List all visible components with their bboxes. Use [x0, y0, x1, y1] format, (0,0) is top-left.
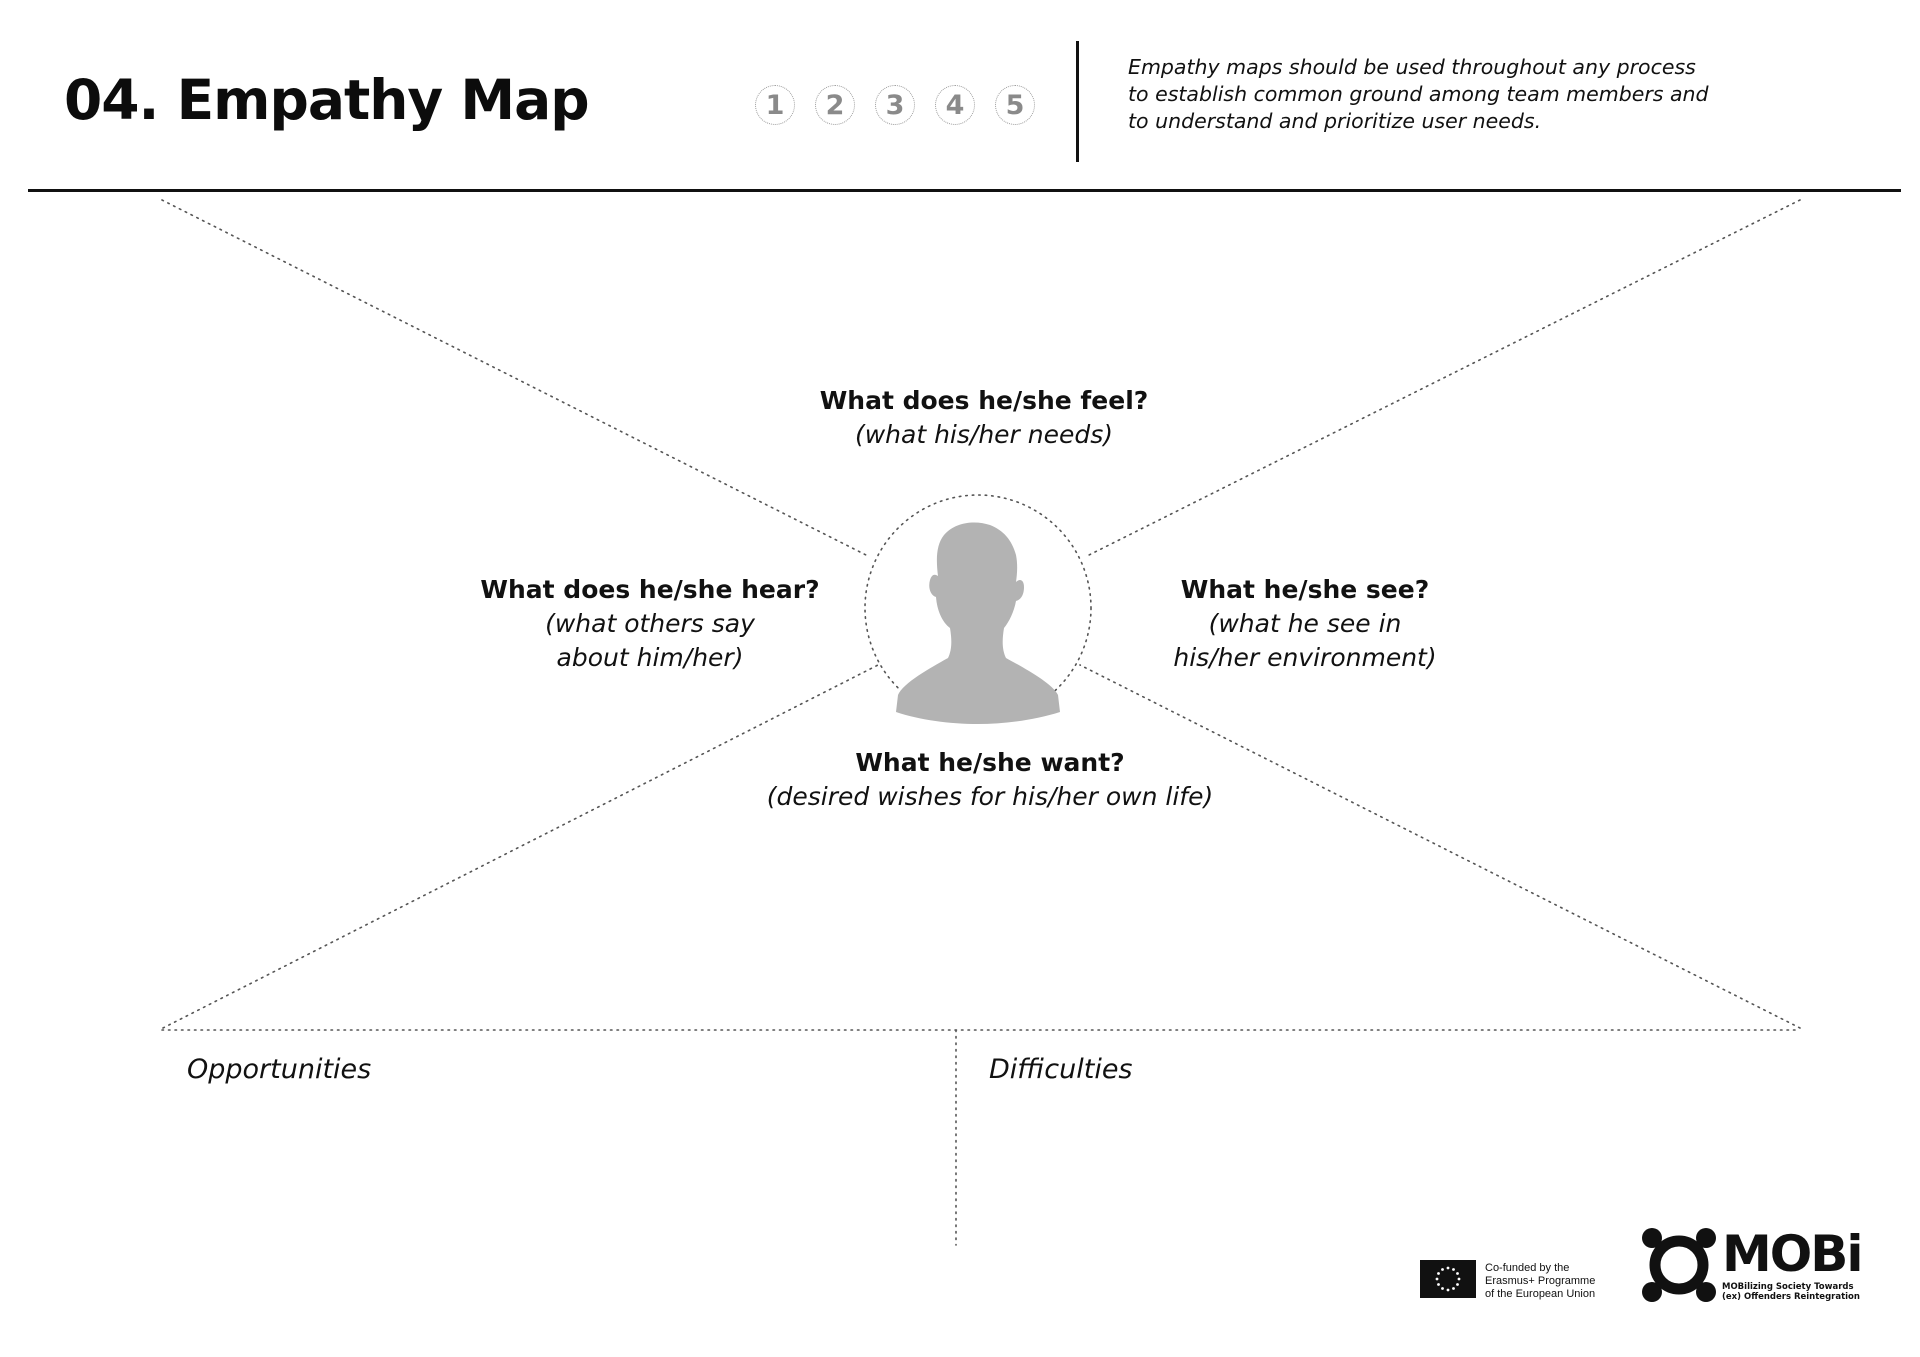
- intro-line: to understand and prioritize user needs.: [1128, 109, 1542, 133]
- see-subtitle-line: his/her environment): [1173, 643, 1437, 672]
- see-subtitle-line: (what he see in: [1208, 609, 1402, 638]
- see-title: What he/she see?: [1180, 575, 1430, 604]
- mobi-tagline: [1722, 1282, 1860, 1302]
- feel-title: What does he/she feel?: [819, 386, 1149, 415]
- hear-question: [450, 573, 850, 675]
- eu-cofunding-text: [1485, 1262, 1595, 1301]
- difficulties-label: Difficulties: [989, 1054, 1133, 1085]
- diagonal-bottom-left: [163, 665, 878, 1028]
- want-title: What he/she want?: [855, 748, 1125, 777]
- mobi-wordmark: MOBi: [1722, 1225, 1862, 1283]
- mobi-tagline-line: (ex) Offenders Reintegration: [1722, 1292, 1860, 1302]
- opportunities-label: Opportunities: [187, 1054, 372, 1085]
- diagonal-top-left: [162, 200, 868, 556]
- eu-text-line: Co-funded by the: [1485, 1262, 1570, 1274]
- step-1-indicator[interactable]: 1: [755, 85, 795, 125]
- step-4-indicator[interactable]: 4: [935, 85, 975, 125]
- eu-text-line: Erasmus+ Programme: [1485, 1275, 1596, 1287]
- hear-title: What does he/she hear?: [480, 575, 820, 604]
- step-5-indicator[interactable]: 5: [995, 85, 1035, 125]
- diagonal-bottom-right: [1080, 665, 1800, 1028]
- step-2-indicator[interactable]: 2: [815, 85, 855, 125]
- page-title: 04. Empathy Map: [64, 68, 589, 132]
- eu-text-line: of the European Union: [1485, 1288, 1596, 1300]
- hear-subtitle-line: (what others say: [545, 609, 755, 638]
- step-3-indicator[interactable]: 3: [875, 85, 915, 125]
- mobi-logo-icon: [1640, 1226, 1718, 1304]
- intro-line: to establish common ground among team members and: [1128, 82, 1709, 106]
- want-question: [720, 746, 1260, 814]
- see-question: [1135, 573, 1475, 675]
- diagonal-top-right: [1087, 200, 1800, 556]
- want-subtitle: (desired wishes for his/her own life): [766, 782, 1214, 811]
- hear-subtitle-line: about him/her): [556, 643, 744, 672]
- mobi-tagline-line: MOBilizing Society Towards: [1722, 1282, 1854, 1292]
- person-silhouette-icon: [896, 522, 1060, 724]
- feel-question: [754, 384, 1214, 452]
- eu-flag-icon: [1420, 1260, 1476, 1298]
- intro-line: Empathy maps should be used throughout any process: [1128, 55, 1696, 79]
- feel-subtitle: (what his/her needs): [854, 420, 1114, 449]
